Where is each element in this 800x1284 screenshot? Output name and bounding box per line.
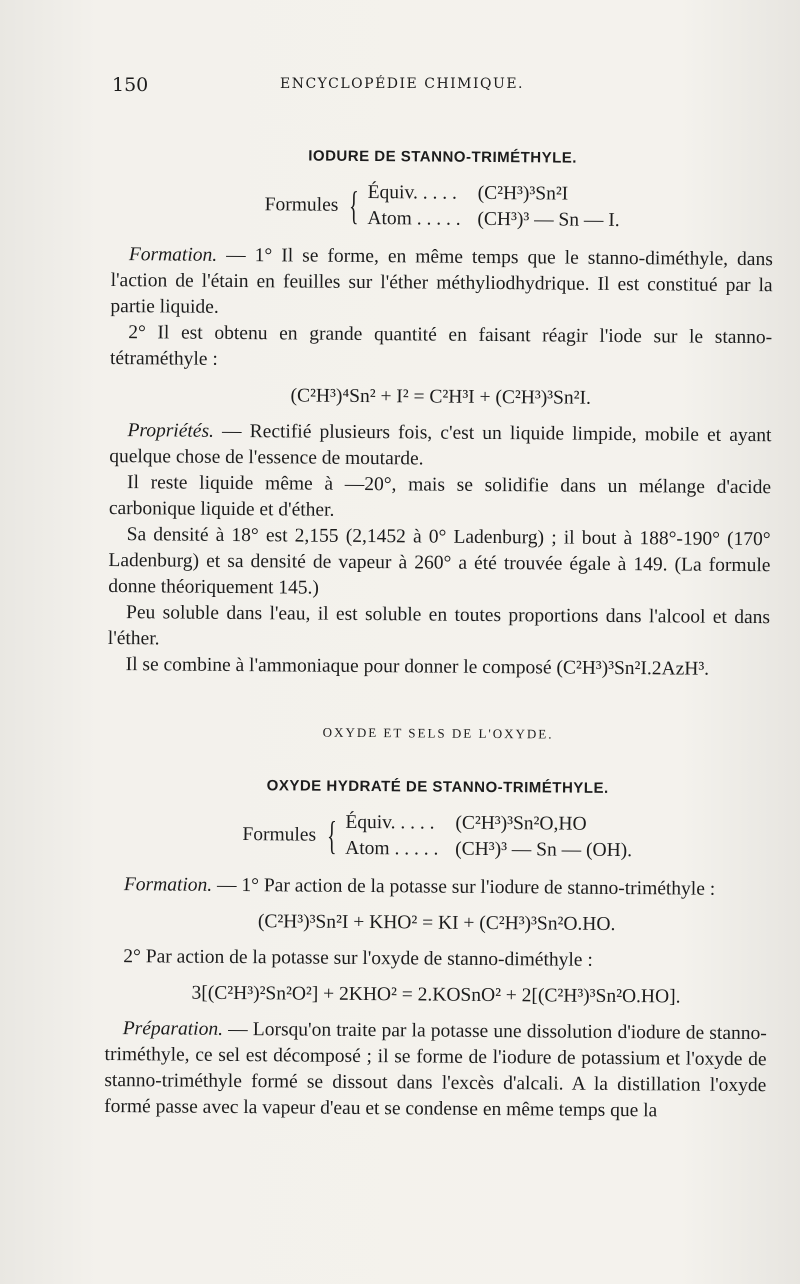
paragraph: 2° Il est obtenu en grande quantité en faisant réagir l'iode sur le stanno-tétraméthyle : (109, 322, 773, 370)
equiv-key: Équiv. . . . . (345, 811, 435, 834)
preparation-label: Préparation. (122, 1018, 224, 1040)
equiv-formula: (C²H³)³Sn²O,HO (455, 812, 587, 835)
formulas-label: Formules (242, 824, 317, 846)
paragraph: Peu soluble dans l'eau, il est soluble en toutes proportions dans l'alcool et dans l'éther. (107, 602, 771, 650)
page-body (104, 110, 774, 1125)
equiv-key: Équiv. . . . . (367, 182, 457, 204)
equation: (C²H³)⁴Sn² + I² = C²H³I + (C²H³)³Sn²I. (290, 385, 591, 409)
formation-label: Formation. (123, 874, 213, 896)
brace-glyph: { (326, 812, 337, 858)
proprietes-paragraph (109, 418, 771, 475)
formation-paragraph (110, 242, 773, 325)
formation-text: — 1° Il se forme, en même temps que le stanno-diméthyle, dans l'action de l'étain en feuilles sur l'éther méthyliodhydrique. Il est constitué par la partie liquide. (110, 244, 773, 318)
brace-glyph: { (348, 182, 359, 228)
section-title-oxyde-hydrate: OXYDE HYDRATÉ DE STANNO-TRIMÉTHYLE. (266, 777, 609, 797)
atom-key: Atom . . . . . (345, 837, 439, 860)
paragraph: Il se combine à l'ammoniaque pour donner le composé (C²H³)³Sn²I.2AzH³. (125, 654, 710, 680)
formulas-label: Formules (264, 194, 339, 216)
formation-paragraph (106, 872, 768, 903)
atom-formula: (CH³)³ — Sn — (OH). (455, 838, 633, 862)
formation-label: Formation. (128, 244, 218, 266)
paragraph: Il reste liquide même à —20°, mais se solidifie dans un mélange d'acide carbonique liquide et d'éther. (108, 472, 772, 521)
proprietes-label: Propriétés. (127, 420, 215, 442)
page-number: 150 (112, 74, 149, 96)
equation: 3[(C²H³)²Sn²O²] + 2KHO² = 2.KOSnO² + 2[(C²H³)³Sn²O.HO]. (191, 982, 681, 1008)
equiv-formula: (C²H³)³Sn²I (477, 182, 569, 205)
paragraph: Sa densité à 18° est 2,155 (2,1452 à 0° Ladenburg) ; il bout à 188°-190° (170° Ladenburg) et sa densité de vapeur à 260° a été trouvée égale à 149. (La formule donne théoriquement 145.) (108, 524, 771, 599)
formation-text: — 1° Par action de la potasse sur l'iodure de stanno-triméthyle : (212, 874, 716, 900)
preparation-paragraph (104, 1016, 767, 1125)
equation: (C²H³)³Sn²I + KHO² = KI + (C²H³)³Sn²O.HO. (257, 911, 616, 935)
preparation-text: — Lorsqu'on traite par la potasse une dissolution d'iodure de stanno-triméthyle, ce sel est décomposé ; il se forme de l'iodure de potassium et l'oxyde de stanno-triméthyle formé se dissout dans l'excès d'alcali. A la distillation l'oxyde formé passe avec la vapeur d'eau et se condense en même temps que la (104, 1018, 767, 1122)
section-title-oxyde-sels: OXYDE ET SELS DE L'OXYDE. (322, 724, 554, 742)
atom-formula: (CH³)³ — Sn — I. (477, 208, 620, 231)
proprietes-text: — Rectifié plusieurs fois, c'est un liquide limpide, mobile et ayant quelque chose de l'essence de moutarde. (109, 420, 772, 470)
formulas-block-oxyde (106, 808, 768, 865)
running-header (112, 74, 692, 102)
formulas-block-iodure (111, 178, 773, 235)
section-title-iodure: IODURE DE STANNO-TRIMÉTHYLE. (308, 147, 578, 167)
paragraph: 2° Par action de la potasse sur l'oxyde de stanno-diméthyle : (123, 946, 593, 971)
atom-key: Atom . . . . . (367, 208, 461, 230)
running-title: ENCYCLOPÉDIE CHIMIQUE. (280, 76, 524, 92)
